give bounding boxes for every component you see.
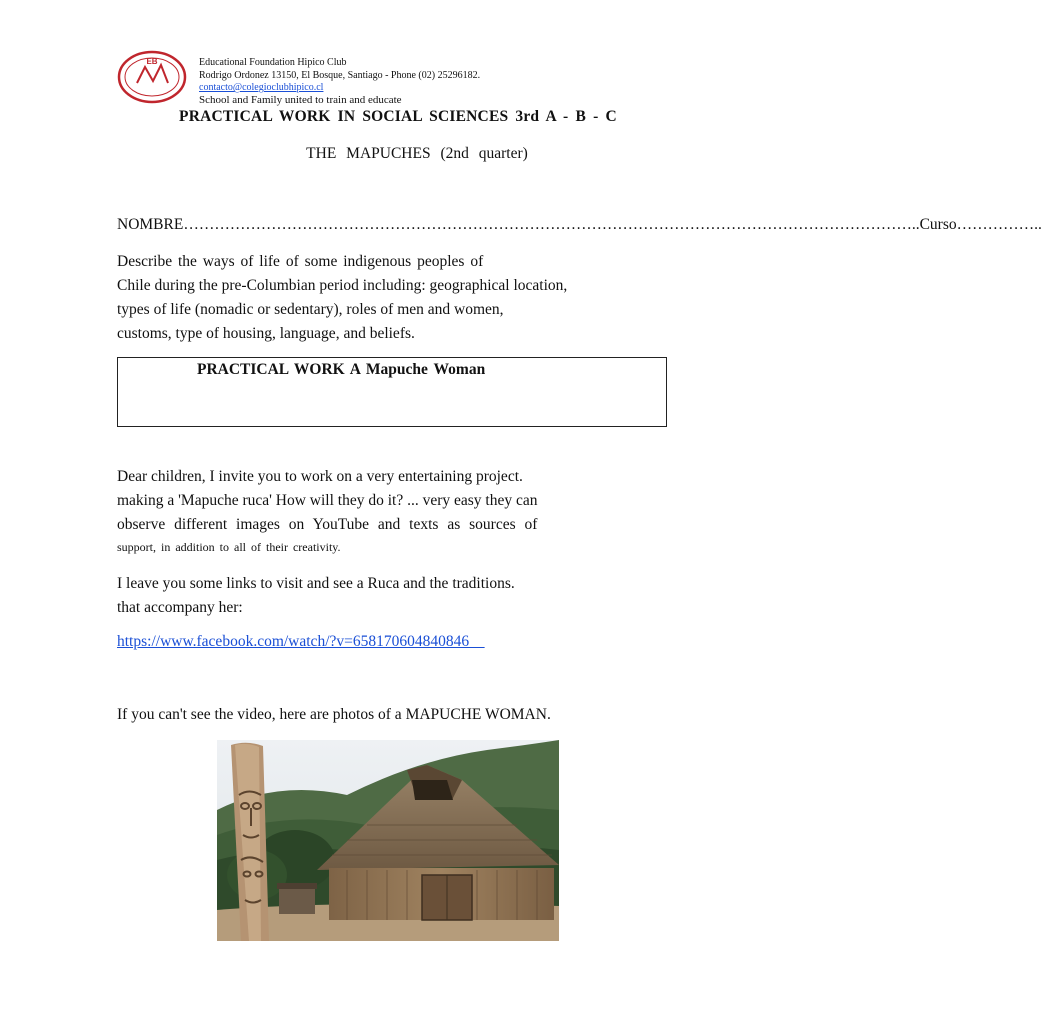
document-title: PRACTICAL WORK IN SOCIAL SCIENCES 3rd A - B - C [179, 108, 617, 125]
invitation-line: support, in addition to all of their creativity. [117, 540, 341, 554]
school-name: Educational Foundation Hipico Club [199, 57, 347, 68]
photos-note: If you can't see the video, here are photos of a MAPUCHE WOMAN. [117, 706, 551, 723]
links-line: I leave you some links to visit and see a Ruca and the traditions. [117, 575, 515, 592]
facebook-video-link[interactable]: https://www.facebook.com/watch/?v=658170604840846 [117, 633, 485, 650]
intro-line: Describe the ways of life of some indigenous peoples of [117, 253, 484, 270]
school-motto: School and Family united to train and educate [199, 94, 402, 106]
ruca-photo [217, 740, 559, 941]
links-paragraph [117, 572, 677, 620]
links-line: that accompany her: [117, 599, 243, 616]
name-and-course-field: NOMBRE……………………………………………………………………………………………………………………………..Curso…………….. [117, 216, 1042, 233]
invitation-paragraph [117, 465, 677, 557]
intro-line: types of life (nomadic or sedentary), roles of men and women, [117, 301, 504, 318]
invitation-line: observe different images on YouTube and texts as sources of [117, 516, 538, 533]
practical-work-title: PRACTICAL WORK A Mapuche Woman [197, 361, 486, 378]
intro-line: customs, type of housing, language, and beliefs. [117, 325, 415, 342]
school-logo [117, 50, 187, 105]
intro-line: Chile during the pre-Columbian period including: geographical location, [117, 277, 568, 294]
intro-paragraph [117, 250, 677, 346]
logo-monogram: EB [146, 57, 158, 66]
practical-work-box [117, 357, 667, 427]
invitation-line: Dear children, I invite you to work on a very entertaining project. [117, 468, 523, 485]
school-email-link[interactable]: contacto@colegioclubhipico.cl [199, 82, 324, 93]
document-subtitle: THE MAPUCHES (2nd quarter) [306, 145, 528, 162]
invitation-line: making a 'Mapuche ruca' How will they do it? ... very easy they can [117, 492, 538, 509]
school-address: Rodrigo Ordonez 13150, El Bosque, Santiago - Phone (02) 25296182. [199, 70, 481, 81]
